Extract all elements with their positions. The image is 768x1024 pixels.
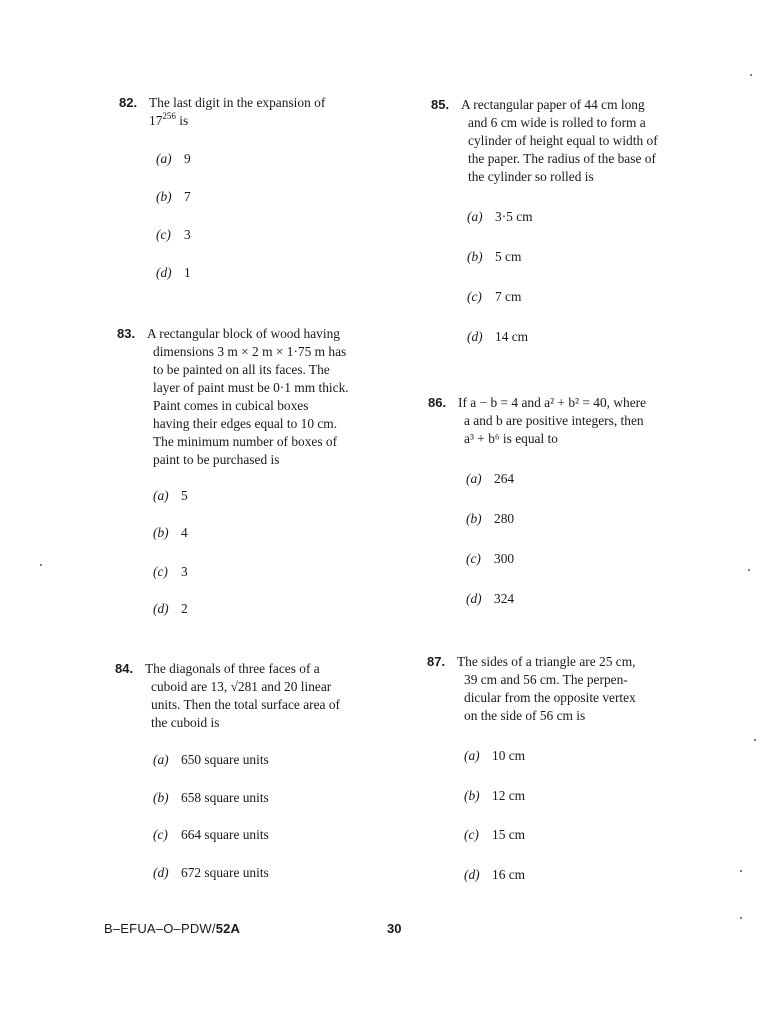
option-b: (b) 7 (156, 189, 191, 204)
option-a: (a) 3·5 cm (467, 209, 533, 224)
question-number: 87. (427, 654, 446, 669)
question-stem: If a − b = 4 and a² + b² = 40, where a and b are positive integers, then a³ + b⁶ is equal to (458, 395, 647, 446)
option-b: (b) 4 (153, 525, 188, 540)
option-a: (a) 650 square units (153, 752, 269, 767)
question-stem: The sides of a triangle are 25 cm, 39 cm and 56 cm. The perpen- dicular from the opposite vertex on the side of 56 cm is (457, 654, 636, 723)
option-c: (c) 15 cm (464, 827, 526, 842)
option-a: (a) 5 (153, 488, 188, 503)
scan-speck (748, 569, 750, 571)
scan-speck (754, 739, 756, 741)
expression-17-256: $17^{256}$ is (149, 111, 189, 128)
option-a: (a) 10 cm (464, 748, 526, 763)
question-stem: The diagonals of three faces of a cuboid are 13, √281 and 20 linear units. Then the total surface area of the cuboid is (145, 661, 341, 730)
option-d: (d) 16 cm (464, 867, 526, 882)
booklet-code: B–EFUA–O–PDW/52A (104, 921, 241, 936)
option-c: (c) 3 (153, 564, 188, 579)
scan-speck (40, 564, 42, 566)
question-stem: A rectangular block of wood having dimensions 3 m × 2 m × 1·75 m has to be painted on all its faces. The layer of paint must be 0·1 mm thick. Paint comes in cubical boxes having their edges equal to 10 cm. The minimum number of boxes of paint to be purchased is (147, 326, 349, 467)
page-number: 30 (387, 921, 402, 936)
option-c: (c) 664 square units (153, 827, 269, 842)
question-stem: A rectangular paper of 44 cm long and 6 cm wide is rolled to form a cylinder of height equal to width of the paper. The radius of the base of the cylinder so rolled is (461, 97, 658, 184)
question-number: 83. (117, 326, 136, 341)
option-b: (b) 5 cm (467, 249, 522, 264)
option-a: (a) 9 (156, 151, 191, 166)
scan-speck (740, 870, 742, 872)
option-d: (d) 324 (466, 591, 515, 606)
scan-speck (750, 74, 752, 76)
option-d: (d) 14 cm (467, 329, 529, 344)
option-c: (c) 7 cm (467, 289, 522, 304)
option-c: (c) 3 (156, 227, 191, 242)
option-b: (b) 12 cm (464, 788, 526, 803)
option-a: (a) 264 (466, 471, 515, 486)
question-stem: The last digit in the expansion of $17^{256}$ is (149, 94, 385, 130)
option-d: (d) 672 square units (153, 865, 269, 880)
question-number: 86. (428, 395, 447, 410)
option-d: (d) 2 (153, 601, 188, 616)
question-number: 85. (431, 97, 450, 112)
question-number: 84. (115, 661, 134, 676)
option-d: (d) 1 (156, 265, 191, 280)
option-b: (b) 280 (466, 511, 515, 526)
question-number: 82. (119, 95, 138, 110)
option-c: (c) 300 (466, 551, 515, 566)
option-b: (b) 658 square units (153, 790, 269, 805)
scan-speck (740, 917, 742, 919)
